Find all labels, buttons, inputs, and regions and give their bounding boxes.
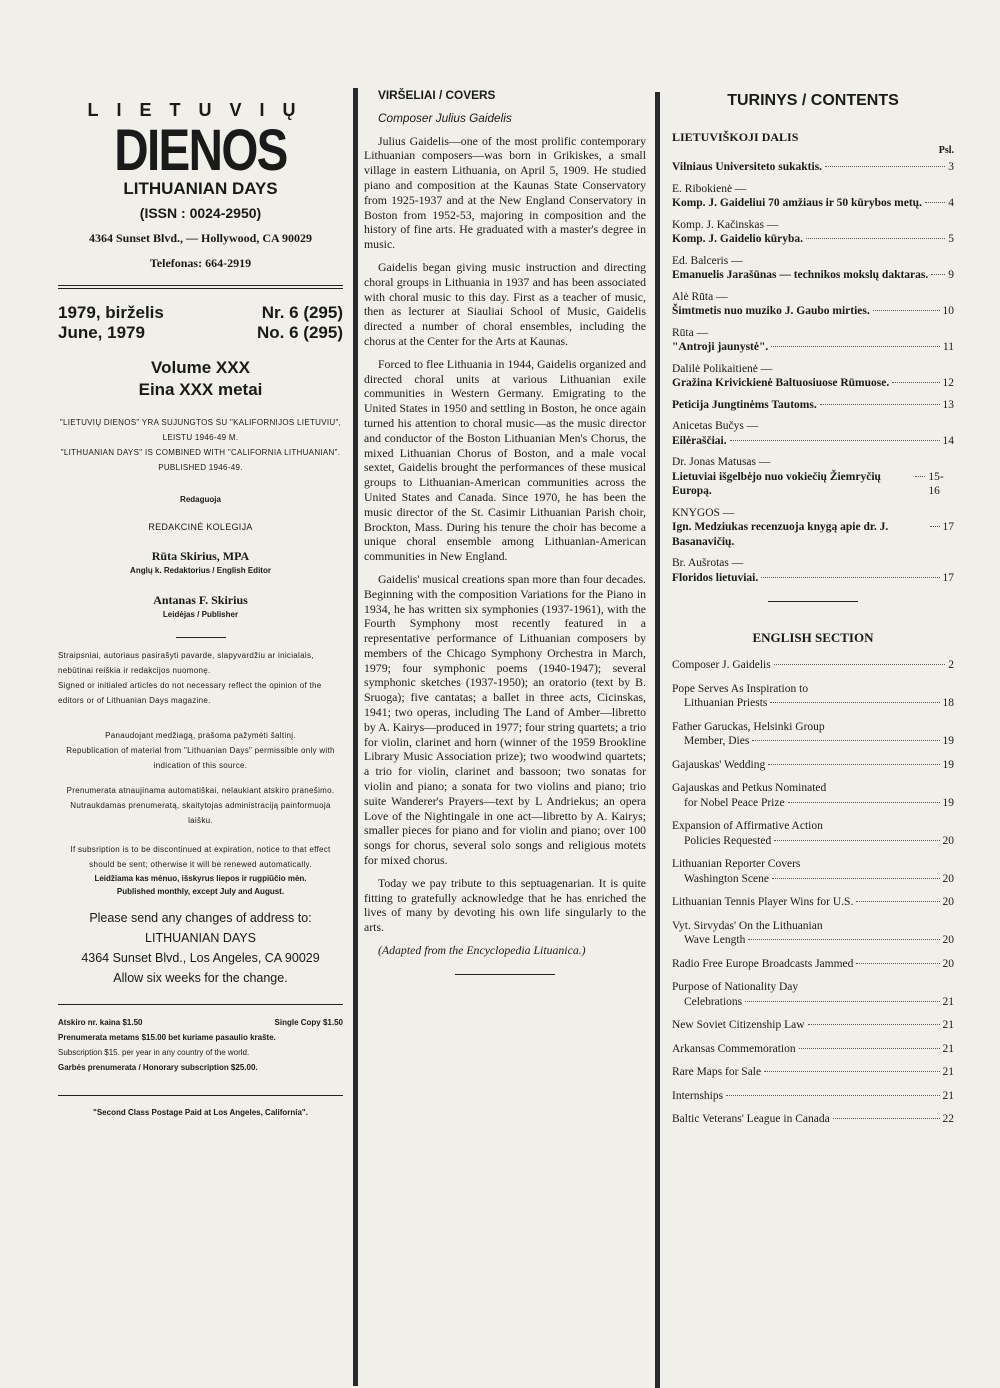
- english-toc-row: [672, 1065, 954, 1080]
- combined-note-en: "LITHUANIAN DAYS" IS COMBINED WITH "CALIFORNIA LITHUANIAN". PUBLISHED 1946-49.: [60, 448, 341, 472]
- issue-date-en: June, 1979: [58, 323, 145, 342]
- english-toc-title-line-2: Policies Requested: [684, 834, 772, 847]
- toc-author: Dalilė Polikaitienė —: [672, 362, 773, 375]
- dot-leader: [915, 476, 925, 477]
- toc-title-row: [672, 232, 954, 247]
- toc-page-number: 11: [942, 341, 954, 353]
- english-toc-page-number: 18: [942, 697, 954, 709]
- english-toc-page-number: 20: [942, 872, 954, 885]
- english-toc-row: [672, 734, 954, 749]
- english-toc-entry: [672, 1089, 954, 1104]
- english-contents-list: [672, 658, 954, 1127]
- toc-title-row: [672, 376, 954, 391]
- english-toc-entry: [672, 758, 954, 773]
- dot-leader: [774, 664, 946, 665]
- english-toc-entry: [672, 1112, 954, 1127]
- english-toc-title: Internships: [672, 1089, 724, 1102]
- redaguoja-label: Redaguoja: [180, 495, 221, 504]
- contents-rule: [768, 601, 858, 602]
- address-change-line-1: Please send any changes of address to:: [89, 911, 312, 925]
- english-toc-entry: [672, 1042, 954, 1057]
- toc-author: KNYGOS —: [672, 506, 735, 519]
- toc-page-number: 10: [942, 305, 954, 317]
- toc-entry: [672, 419, 954, 448]
- english-toc-title: New Soviet Citizenship Law: [672, 1019, 805, 1031]
- english-section-heading: ENGLISH SECTION: [752, 630, 874, 645]
- toc-entry: [672, 254, 954, 283]
- toc-title-row: [672, 160, 954, 175]
- disclaimer-lt: Straipsniai, autoriaus pasirašyti pavarde, slapyvardžiu ar inicialais, nebūtinai reiškia ir redakcijos nuomonę.: [58, 651, 314, 675]
- monthly-note-lt: Leidžiama kas mėnuo, išskyrus liepos ir rugpiūčio mėn.: [94, 874, 307, 883]
- volume-lt: Eina XXX metai: [138, 380, 263, 399]
- english-toc-title-line-1: Gajauskas and Petkus Nominated: [672, 782, 827, 794]
- issue-line-lt: [58, 303, 343, 323]
- english-toc-entry: [672, 980, 954, 1009]
- editor-role: Anglų k. Redaktorius / English Editor: [130, 566, 271, 575]
- english-toc-title: Lithuanian Tennis Player Wins for U.S.: [672, 896, 854, 908]
- dot-leader: [748, 939, 939, 940]
- toc-entry: [672, 160, 954, 175]
- dot-leader: [771, 346, 940, 347]
- english-toc-title-line-1: Father Garuckas, Helsinki Group: [672, 720, 825, 733]
- dot-leader: [820, 404, 940, 405]
- editor-name: Rūta Skirius, MPA: [151, 549, 250, 563]
- toc-page-number: 14: [942, 434, 954, 447]
- english-toc-title: Baltic Veterans' League in Canada: [672, 1113, 830, 1125]
- renewal-note-lt: Prenumerata atnaujinama automatiškai, nelaukiant atskiro pranešimo. Nutraukdamas prenumeratą, skaitytojas administraciją painformuoja laišku.: [66, 786, 335, 825]
- toc-entry: [672, 556, 954, 585]
- dot-leader: [931, 274, 945, 275]
- toc-author: Ed. Balceris —: [672, 254, 743, 267]
- english-toc-page-number: 22: [942, 1113, 954, 1125]
- english-toc-page-number: 21: [942, 1066, 954, 1078]
- english-toc-title: Composer J. Gaidelis: [672, 659, 771, 671]
- dot-leader: [730, 440, 940, 441]
- publisher-address: 4364 Sunset Blvd., — Hollywood, CA 90029: [88, 231, 313, 245]
- page-column-label: Psl.: [938, 145, 954, 156]
- price-row: [58, 1015, 343, 1030]
- english-toc-row: [672, 1112, 954, 1127]
- price-lt: Atskiro nr. kaina $1.50: [58, 1018, 143, 1027]
- toc-title: Komp. J. Gaidelio kūryba.: [672, 233, 803, 245]
- english-toc-title-line-2: Member, Dies: [684, 735, 750, 747]
- masthead-lithuanian-days: LITHUANIAN DAYS: [123, 179, 278, 198]
- price-en: Single Copy $1.50: [274, 1018, 343, 1027]
- postage-note: "Second Class Postage Paid at Los Angeles, California".: [93, 1108, 308, 1117]
- covers-heading: VIRŠELIAI / COVERS: [378, 88, 496, 102]
- english-toc-page-number: 21: [942, 1019, 954, 1031]
- dot-leader: [892, 382, 939, 383]
- english-toc-row: [672, 796, 954, 811]
- honorary-subscription: Garbės prenumerata / Honorary subscription $25.00.: [58, 1063, 258, 1072]
- dot-leader: [770, 702, 939, 703]
- english-toc-row: [672, 1042, 954, 1057]
- english-toc-row: [672, 1089, 954, 1104]
- english-toc-page-number: 21: [942, 995, 954, 1008]
- english-toc-page-number: 2: [948, 659, 954, 671]
- toc-page-number: 13: [942, 398, 954, 411]
- english-toc-entry: [672, 1065, 954, 1080]
- toc-title-row: [672, 340, 954, 355]
- english-toc-page-number: 20: [942, 934, 954, 946]
- postage-rule: [58, 1095, 343, 1096]
- toc-page-number: 17: [942, 571, 954, 584]
- english-toc-row: [672, 696, 954, 711]
- toc-entry: [672, 326, 954, 355]
- toc-title: Lietuviai išgelbėjo nuo vokiečių Žiemryčių Europą.: [672, 470, 881, 497]
- address-change-line-3: 4364 Sunset Blvd., Los Angeles, CA 90029: [81, 951, 320, 965]
- toc-entry: [672, 455, 954, 499]
- short-rule: [176, 637, 226, 638]
- dot-leader: [856, 963, 939, 964]
- address-change-line-2: LITHUANIAN DAYS: [145, 931, 256, 945]
- dot-leader: [745, 1001, 939, 1002]
- column-divider-right: [655, 92, 660, 1388]
- issue-date-lt: 1979, birželis: [58, 303, 164, 322]
- toc-entry: [672, 182, 954, 211]
- toc-title: Eilėraščiai.: [672, 434, 727, 447]
- article-credit: (Adapted from the Encyclopedia Lituanica.): [378, 943, 586, 958]
- toc-title: Floridos lietuviai.: [672, 571, 759, 584]
- lithuanian-contents-list: [672, 160, 954, 585]
- toc-title: Komp. J. Gaideliui 70 amžiaus ir 50 kūrybos metų.: [672, 197, 922, 209]
- lithuanian-section-heading: LIETUVIŠKOJI DALIS: [672, 130, 799, 144]
- english-toc-page-number: 19: [942, 735, 954, 747]
- english-toc-row: [672, 758, 954, 773]
- column-divider-left: [353, 88, 358, 1386]
- article-title: Composer Julius Gaidelis: [378, 110, 512, 125]
- dot-leader: [825, 166, 945, 167]
- toc-entry: [672, 398, 954, 413]
- dot-leader: [799, 1048, 940, 1049]
- toc-page-number: 5: [948, 233, 954, 245]
- english-toc-entry: [672, 919, 954, 948]
- toc-page-number: 4: [948, 197, 954, 209]
- article-paragraph-4: Gaidelis' musical creations span more than four decades. Beginning with the composition Variations for the Piano in 1934, he has written six symphonies (1937-1961), with the Fourth Symphony most recently featured in a representative performance of Lithuanian composers by members of the Chicago Symphony Orchestra in March, 1979; four symphonic poems (1940-1947); several symphonic sketches (1937-1950); an oratorio (text by B. Sruoga); five cantatas; a ballet in three acts, Cicinskas, 1941; two operas, including The Land of Amber—libretto by A. Kairys—produced in 1977; four string quartets; a trio for violin, clarinet and horn (winner of the 1959 Brookline Library Music Association prize); two woodwind quartets; a trio for violin, clarinet and bassoon; two sonatas for violin and piano; a sonata for two violins and piano; trio suite Wanderer's Prayers—text by L Andriekus; an opera Love of the Nightingale in one act—libretto by A. Kairys; smaller pieces for piano and for violin and piano; over 100 songs for chorus, several solo songs and religious motets for mixed chorus.: [364, 571, 646, 868]
- english-toc-row: [672, 933, 954, 948]
- english-toc-title-line-2: Washington Scene: [684, 872, 769, 885]
- toc-page-number: 17: [942, 521, 954, 533]
- toc-title-row: [672, 268, 954, 283]
- toc-author: Rūta —: [672, 326, 709, 339]
- monthly-note-en: Published monthly, except July and August.: [116, 887, 285, 896]
- dot-leader: [768, 764, 939, 765]
- english-toc-title-line-2: Celebrations: [684, 995, 743, 1008]
- double-rule: [58, 285, 343, 289]
- english-toc-title-line-2: Lithuanian Priests: [684, 697, 768, 709]
- toc-title: "Antroji jaunystė".: [672, 341, 769, 353]
- dot-leader: [806, 238, 945, 239]
- toc-author: Alė Rūta —: [672, 290, 728, 303]
- volume-en: Volume XXX: [151, 358, 250, 377]
- masthead-dienos: DIENOS: [114, 118, 287, 183]
- article-paragraph-5: Today we pay tribute to this septuagenarian. It is quite fitting to gratefully acknowledge that he has enriched the lives of many by devoting his own life singularly to the arts.: [364, 875, 646, 935]
- toc-title: Gražina Krivickienė Baltuosiuose Rūmuose.: [672, 377, 890, 389]
- masthead-lietuviu: LIETUVIŲ: [87, 100, 314, 120]
- dot-leader: [788, 802, 940, 803]
- english-toc-page-number: 20: [942, 957, 954, 970]
- covers-article: [364, 88, 646, 975]
- english-toc-page-number: 21: [942, 1042, 954, 1055]
- toc-entry: [672, 362, 954, 391]
- toc-title-row: [672, 196, 954, 211]
- publisher-phone: Telefonas: 664-2919: [149, 256, 252, 270]
- english-toc-page-number: 20: [942, 896, 954, 908]
- toc-title-row: [672, 398, 954, 413]
- address-change-line-4: Allow six weeks for the change.: [113, 971, 288, 985]
- article-paragraph-3: Forced to flee Lithuania in 1944, Gaidelis organized and directed choral units at various Lithuanian exile communities in Western Germany. Emigrating to the United States in 1950 and settling in Boston, he once again turned his attention to choral music—as the music director and conductor of the Boston Lithuanian Men's Chorus, the mixed Lithuanian Chorus of Boston, and a male vocal sextet, Gaidelis brought the performances of these musical groups to Lithuanian-American communities across the United States and Canada. Since 1970, he has been the music director of the St. Casimir Lithuanian Parish choir, Brockton, Mass. During his tenure the choir has become a unique choral ensemble among Lithuanian-American communities in New England.: [364, 356, 646, 564]
- toc-title: Vilniaus Universiteto sukaktis.: [672, 161, 823, 173]
- dot-leader: [764, 1071, 939, 1072]
- toc-page-number: 3: [948, 161, 954, 173]
- contents-heading: TURINYS / CONTENTS: [727, 92, 899, 109]
- dot-leader: [752, 740, 939, 741]
- english-toc-title: Rare Maps for Sale: [672, 1066, 762, 1078]
- english-toc-entry: [672, 720, 954, 749]
- dot-leader: [930, 526, 940, 527]
- english-toc-page-number: 20: [942, 834, 954, 847]
- english-toc-page-number: 21: [942, 1089, 954, 1102]
- toc-title-row: [672, 520, 954, 549]
- english-toc-entry: [672, 957, 954, 972]
- english-toc-entry: [672, 895, 954, 910]
- english-toc-row: [672, 658, 954, 673]
- english-toc-row: [672, 1018, 954, 1033]
- english-toc-title-line-2: for Nobel Peace Prize: [684, 796, 785, 809]
- issue-number-lt: Nr. 6 (295): [261, 303, 343, 322]
- contents-column: [672, 92, 954, 1136]
- dot-leader: [772, 878, 940, 879]
- source-note-en: Republication of material from "Lithuanian Days" permissible only with indication of this source.: [66, 746, 335, 770]
- toc-title-row: [672, 434, 954, 449]
- toc-title-row: [672, 571, 954, 586]
- toc-page-number: 12: [942, 377, 954, 389]
- toc-title: Ign. Medziukas recenzuoja knygą apie dr. J. Basanavičių.: [672, 521, 889, 548]
- publisher-name: Antanas F. Skirius: [153, 593, 248, 607]
- toc-entry: [672, 290, 954, 319]
- english-toc-entry: [672, 658, 954, 673]
- dot-leader: [808, 1024, 940, 1025]
- english-toc-entry: [672, 819, 954, 848]
- english-toc-title-line-1: Vyt. Sirvydas' On the Lithuanian: [672, 919, 823, 932]
- toc-author: Dr. Jonas Matusas —: [672, 456, 771, 468]
- english-toc-row: [672, 834, 954, 849]
- dot-leader: [873, 310, 940, 311]
- toc-title-row: [672, 304, 954, 319]
- toc-author: Br. Aušrotas —: [672, 557, 744, 569]
- toc-entry: [672, 506, 954, 550]
- toc-author: Komp. J. Kačinskas —: [672, 218, 779, 231]
- english-toc-title-line-2: Wave Length: [684, 934, 746, 946]
- combined-note-lt: "LIETUVIŲ DIENOS" YRA SUJUNGTOS SU "KALIFORNIJOS LIETUVIU", LEISTU 1946-49 M.: [59, 418, 342, 442]
- volume-block: [58, 357, 343, 401]
- dot-leader: [726, 1095, 939, 1096]
- english-toc-row: [672, 895, 954, 910]
- toc-title-row: [672, 470, 954, 499]
- article-paragraph-2: Gaidelis began giving music instruction and directing choral groups in Lithuania in 1937 and has been associated with choral music to this day. First as a teacher of music, then as lecturer at Siauliai School of Music, Gaidelis directed a number of choral ensembles, including the chorus at the Center for the Arts at Kaunas.: [364, 259, 646, 348]
- editorial-board: REDAKCINĖ KOLEGIJA: [148, 522, 253, 532]
- english-toc-title: Gajauskas' Wedding: [672, 758, 766, 771]
- english-toc-title-line-1: Purpose of Nationality Day: [672, 981, 799, 993]
- english-toc-entry: [672, 682, 954, 711]
- article-end-rule: [455, 974, 555, 975]
- renewal-note-en: If subsription is to be discontinued at expiration, notice to that effect should be sent; otherwise it will be renewed automatically.: [70, 845, 331, 869]
- dot-leader: [925, 202, 945, 203]
- english-toc-entry: [672, 857, 954, 886]
- subscription-lt: Prenumerata metams $15.00 bet kuriame pasaulio krašte.: [58, 1033, 276, 1042]
- toc-page-number: 15-16: [928, 470, 944, 497]
- issn: (ISSN : 0024-2950): [139, 205, 262, 221]
- publisher-role: Leidėjas / Publisher: [162, 610, 239, 619]
- dot-leader: [833, 1118, 940, 1119]
- price-rule: [58, 1004, 343, 1005]
- issue-number-en: No. 6 (295): [257, 323, 343, 342]
- english-toc-title: Radio Free Europe Broadcasts Jammed: [672, 957, 854, 970]
- english-toc-row: [672, 957, 954, 972]
- toc-author: E. Ribokienė —: [672, 182, 747, 195]
- article-paragraph-1: Julius Gaidelis—one of the most prolific contemporary Lithuanian composers—was born in Grikiskes, a small village in eastern Lithuania, on April 5, 1909. He studied piano and composition at the Kaunas State Conservatory from 1925-1937 and at the New England Conservatory in Boston from 1952-53, majoring in composition and the history of fine arts. He graduated with a master's degree in music.: [364, 133, 646, 252]
- dot-leader: [774, 840, 939, 841]
- english-toc-row: [672, 872, 954, 887]
- source-note-lt: Panaudojant medžiagą, prašoma pažymėti šaltinį.: [105, 731, 296, 740]
- english-toc-entry: [672, 1018, 954, 1033]
- english-toc-entry: [672, 781, 954, 810]
- toc-title: Šimtmetis nuo muziko J. Gaubo mirties.: [672, 305, 870, 317]
- toc-author: Anicetas Bučys —: [672, 420, 759, 432]
- english-toc-page-number: 19: [942, 758, 954, 771]
- english-toc-title-line-1: Pope Serves As Inspiration to: [672, 682, 809, 695]
- dot-leader: [761, 577, 939, 578]
- masthead-column: [58, 100, 343, 1129]
- english-toc-title-line-1: Lithuanian Reporter Covers: [672, 858, 801, 870]
- subscription-en: Subscription $15. per year in any country of the world.: [58, 1048, 250, 1057]
- toc-title: Peticija Jungtinėms Tautoms.: [672, 398, 817, 411]
- english-toc-title: Arkansas Commemoration: [672, 1042, 796, 1055]
- address-change-block: [58, 908, 343, 988]
- disclaimer-en: Signed or initialed articles do not necessary reflect the opinion of the editors or of Lithuanian Days magazine.: [58, 681, 322, 705]
- english-toc-title-line-1: Expansion of Affirmative Action: [672, 820, 823, 832]
- issue-line-en: [58, 323, 343, 343]
- english-toc-page-number: 19: [942, 796, 954, 809]
- english-toc-row: [672, 995, 954, 1010]
- dot-leader: [856, 901, 939, 902]
- toc-title: Emanuelis Jarašūnas — technikos mokslų daktaras.: [672, 269, 929, 281]
- toc-page-number: 9: [948, 269, 954, 281]
- toc-entry: [672, 218, 954, 247]
